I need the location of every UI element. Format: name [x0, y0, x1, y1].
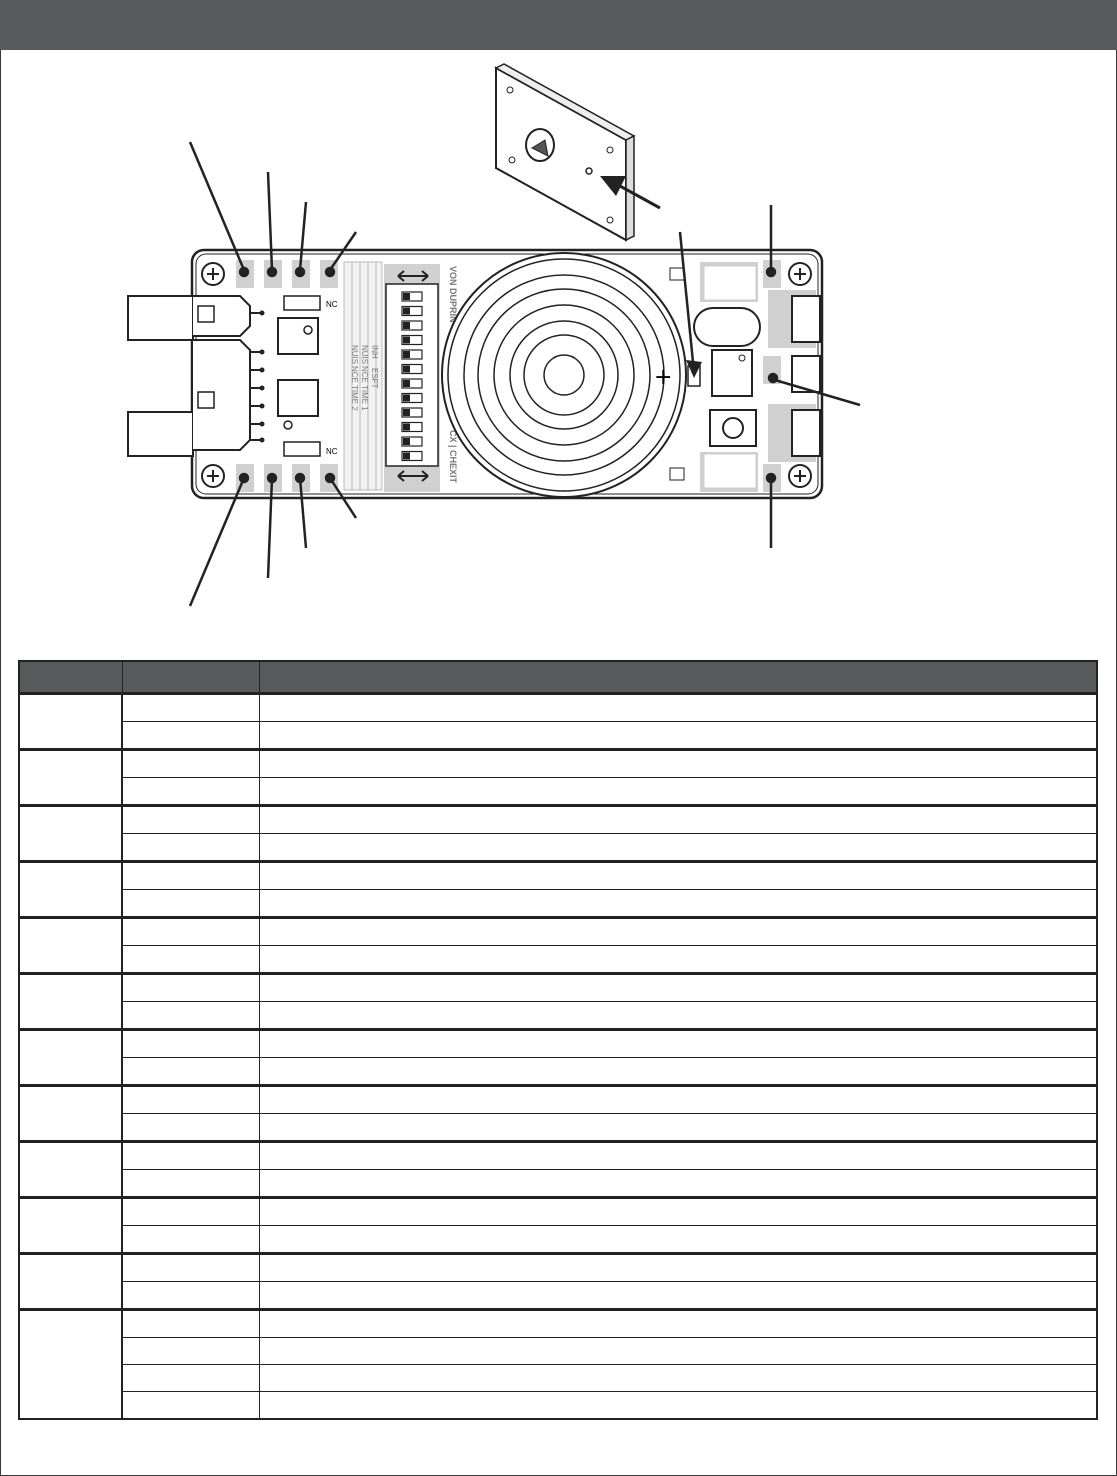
table-row — [19, 722, 1097, 750]
screw-icon — [789, 465, 811, 487]
table-cell — [122, 1254, 259, 1282]
table-cell — [122, 1338, 259, 1365]
table-cell — [122, 1058, 259, 1086]
cover-plate — [496, 64, 634, 240]
table-cell — [122, 1310, 259, 1338]
group-cell — [19, 1198, 122, 1254]
table-header-cell — [122, 661, 259, 694]
table-row — [19, 1365, 1097, 1392]
group-cell — [19, 806, 122, 862]
table-cell — [122, 1226, 259, 1254]
table-cell — [259, 1392, 1097, 1420]
screw-icon — [789, 263, 811, 285]
table-cell — [122, 1114, 259, 1142]
table-cell — [122, 694, 259, 722]
table-cell — [259, 1086, 1097, 1114]
table-row — [19, 1002, 1097, 1030]
dip-switch-toggle — [403, 293, 410, 300]
group-cell — [19, 1310, 122, 1420]
table-row — [19, 834, 1097, 862]
speaker — [442, 253, 686, 497]
table-cell — [259, 1365, 1097, 1392]
dip-switch-toggle — [403, 322, 410, 329]
left-connector — [128, 296, 265, 456]
table-cell — [122, 946, 259, 974]
table-cell — [122, 1198, 259, 1226]
table-row — [19, 1282, 1097, 1310]
table-row — [19, 1086, 1097, 1114]
switch-label: NUIS — [360, 345, 369, 365]
nc-mark-top: NC — [326, 300, 338, 309]
dip-switch-toggle — [403, 453, 410, 460]
switch-label: INH — [370, 345, 379, 359]
table-header-cell — [19, 661, 122, 694]
table-cell — [259, 1254, 1097, 1282]
group-cell — [19, 1086, 122, 1142]
table-cell — [259, 1226, 1097, 1254]
table-cell — [259, 1114, 1097, 1142]
table-cell — [122, 1002, 259, 1030]
group-cell — [19, 862, 122, 918]
table-cell — [122, 1282, 259, 1310]
table-cell — [259, 890, 1097, 918]
header-bar — [0, 0, 1117, 50]
table-cell — [259, 1142, 1097, 1170]
plus-symbol: + — [654, 365, 673, 390]
table-row — [19, 890, 1097, 918]
dip-switch-toggle — [403, 308, 410, 315]
dip-switch-toggle — [403, 424, 410, 431]
table-cell — [259, 1002, 1097, 1030]
table-cell — [259, 778, 1097, 806]
table-cell — [259, 1282, 1097, 1310]
wiring-diagram — [0, 50, 1117, 640]
dip-switch-toggle — [403, 366, 410, 373]
table-cell — [259, 862, 1097, 890]
table-cell — [122, 834, 259, 862]
table-row — [19, 806, 1097, 834]
wiring-table — [18, 660, 1098, 1420]
table-row — [19, 1030, 1097, 1058]
table-cell — [122, 1392, 259, 1420]
dip-switch-toggle — [403, 395, 410, 402]
table-cell — [122, 750, 259, 778]
table-row — [19, 1254, 1097, 1282]
table-row — [19, 918, 1097, 946]
table-cell — [122, 918, 259, 946]
table-row — [19, 1310, 1097, 1338]
table-cell — [122, 1365, 259, 1392]
brand-label: VON DUPRIN — [448, 266, 458, 323]
table-cell — [122, 1086, 259, 1114]
table-row — [19, 1198, 1097, 1226]
table-cell — [259, 1338, 1097, 1365]
nc-mark-bottom: NC — [326, 447, 338, 456]
table-cell — [259, 694, 1097, 722]
table-row — [19, 1338, 1097, 1365]
table-row — [19, 946, 1097, 974]
table-cell — [122, 1142, 259, 1170]
table-cell — [259, 722, 1097, 750]
table-row — [19, 1392, 1097, 1420]
switch-label: ESFT — [370, 368, 379, 389]
table-row — [19, 862, 1097, 890]
table-cell — [122, 722, 259, 750]
table-row — [19, 1058, 1097, 1086]
table-cell — [259, 974, 1097, 1002]
switch-label: NCE TIME 1 — [360, 366, 369, 411]
table-row — [19, 694, 1097, 722]
table-row — [19, 778, 1097, 806]
table-cell — [259, 918, 1097, 946]
dip-switch-block — [384, 264, 440, 492]
group-cell — [19, 694, 122, 750]
screw-icon — [202, 465, 224, 487]
model-label: CX | CHEXIT — [448, 430, 458, 484]
group-cell — [19, 1030, 122, 1086]
table-row — [19, 1142, 1097, 1170]
table-row — [19, 750, 1097, 778]
table-cell — [122, 1030, 259, 1058]
table-cell — [122, 778, 259, 806]
switch-label: NCE TIME 2 — [350, 366, 359, 411]
table-cell — [259, 1030, 1097, 1058]
table-row — [19, 1114, 1097, 1142]
table-row — [19, 1170, 1097, 1198]
table-cell — [259, 1198, 1097, 1226]
table-row — [19, 1226, 1097, 1254]
table-cell — [259, 806, 1097, 834]
table-cell — [259, 1170, 1097, 1198]
table-cell — [122, 806, 259, 834]
table-cell — [259, 1058, 1097, 1086]
table-header-cell — [259, 661, 1097, 694]
table-cell — [259, 1310, 1097, 1338]
group-cell — [19, 974, 122, 1030]
group-cell — [19, 1142, 122, 1198]
table-row — [19, 974, 1097, 1002]
table-cell — [122, 890, 259, 918]
group-cell — [19, 918, 122, 974]
dip-switch-toggle — [403, 380, 410, 387]
table-cell — [259, 946, 1097, 974]
switch-label: NUIS — [350, 345, 359, 365]
group-cell — [19, 750, 122, 806]
table-header-row — [19, 661, 1097, 694]
dip-switch-toggle — [403, 337, 410, 344]
table-cell — [122, 974, 259, 1002]
table-cell — [259, 750, 1097, 778]
table-cell — [259, 834, 1097, 862]
screw-icon — [202, 263, 224, 285]
table-cell — [122, 1170, 259, 1198]
dip-switch-toggle — [403, 438, 410, 445]
dip-switch-toggle — [403, 351, 410, 358]
table-cell — [122, 862, 259, 890]
dip-switch-toggle — [403, 409, 410, 416]
group-cell — [19, 1254, 122, 1310]
